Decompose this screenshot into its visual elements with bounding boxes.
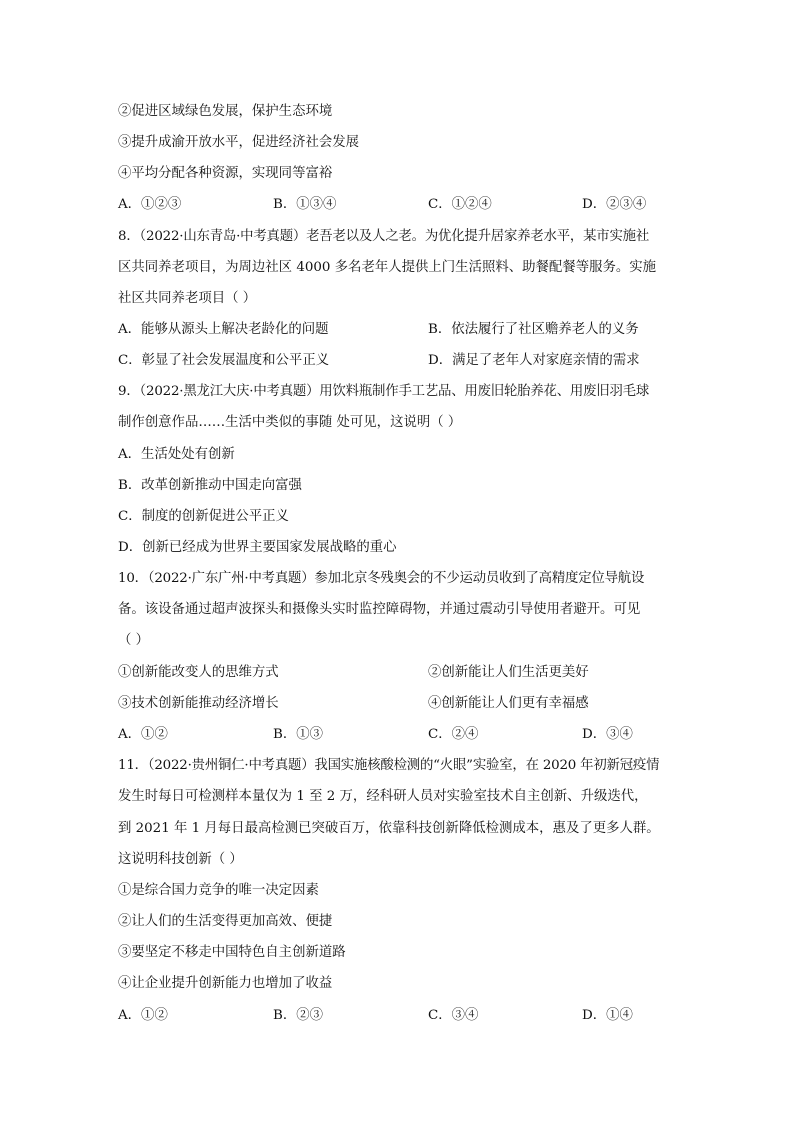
choice-c: C．制度的创新促进公平正义 xyxy=(118,509,289,524)
option-3: ③要坚定不移走中国特色自主创新道路 xyxy=(118,945,346,960)
question-8-stem: 社区共同养老项目（ ） xyxy=(118,291,257,306)
option-4: ④让企业提升创新能力也增加了收益 xyxy=(118,976,333,991)
choice-b: B．②③ xyxy=(273,1008,324,1023)
question-10-stem: （ ） xyxy=(118,633,150,648)
choice-d: D．①④ xyxy=(582,1008,633,1023)
choice-c: C．③④ xyxy=(428,1008,479,1023)
option-line: ④平均分配各种资源，实现同等富裕 xyxy=(118,166,333,181)
option-4: ④创新能让人们更有幸福感 xyxy=(428,696,589,711)
question-8-stem: 8．（2022·山东青岛·中考真题）老吾老以及人之老。为优化提升居家养老水平，某市实施社 xyxy=(118,229,650,244)
choice-b: B．改革创新推动中国走向富强 xyxy=(118,478,302,493)
choice-d: D．满足了老年人对家庭亲情的需求 xyxy=(428,353,640,368)
choice-a: A．能够从源头上解决老龄化的问题 xyxy=(118,322,329,337)
question-11-stem: 发生时每日可检测样本量仅为 1 至 2 万，经科研人员对实验室技术自主创新、升级迭代， xyxy=(118,789,648,804)
choice-d: D．③④ xyxy=(582,727,633,742)
choice-c: C．彰显了社会发展温度和公平正义 xyxy=(118,353,330,368)
choice-d: D．创新已经成为世界主要国家发展战略的重心 xyxy=(118,540,397,555)
choice-d: D．②③④ xyxy=(582,197,647,212)
choice-c: C．②④ xyxy=(428,727,479,742)
choice-a: A．生活处处有创新 xyxy=(118,447,235,462)
question-11-stem: 到 2021 年 1 月每日最高检测已突破百万，依靠科技创新降低检测成本，惠及了更多人群。 xyxy=(118,821,660,836)
choice-a: A．①② xyxy=(118,1008,168,1023)
choice-b: B．①③ xyxy=(273,727,324,742)
option-1: ①是综合国力竞争的唯一决定因素 xyxy=(118,883,319,898)
choice-b: B．①③④ xyxy=(273,197,337,212)
option-2: ②让人们的生活变得更加高效、便捷 xyxy=(118,914,333,929)
choice-a: A．①②③ xyxy=(118,197,182,212)
question-9-stem: 制作创意作品……生活中类似的事随 处可见，这说明（ ） xyxy=(118,415,462,430)
option-2: ②创新能让人们生活更美好 xyxy=(428,665,589,680)
question-9-stem: 9．（2022·黑龙江大庆·中考真题）用饮料瓶制作手工艺品、用废旧轮胎养花、用废旧羽毛球 xyxy=(118,384,650,399)
question-11-stem: 这说明科技创新（ ） xyxy=(118,852,243,867)
choice-c: C．①②④ xyxy=(428,197,492,212)
option-1: ①创新能改变人的思维方式 xyxy=(118,665,279,680)
choice-a: A．①② xyxy=(118,727,168,742)
choice-b: B．依法履行了社区赡养老人的义务 xyxy=(428,322,639,337)
question-10-stem: 备。该设备通过超声波探头和摄像头实时监控障碍物，并通过震动引导使用者避开。可见 xyxy=(118,602,641,617)
option-3: ③技术创新能推动经济增长 xyxy=(118,696,279,711)
option-line: ②促进区域绿色发展，保护生态环境 xyxy=(118,104,333,119)
question-11-stem: 11．（2022·贵州铜仁·中考真题）我国实施核酸检测的“火眼”实验室，在 2020 年初新冠疫情 xyxy=(118,758,660,773)
question-10-stem: 10．（2022·广东广州·中考真题）参加北京冬残奥会的不少运动员收到了高精度定位导航设 xyxy=(118,571,645,586)
question-8-stem: 区共同养老项目，为周边社区 4000 多名老年人提供上门生活照料、助餐配餐等服务。实施 xyxy=(118,260,657,275)
option-line: ③提升成渝开放水平，促进经济社会发展 xyxy=(118,135,360,150)
